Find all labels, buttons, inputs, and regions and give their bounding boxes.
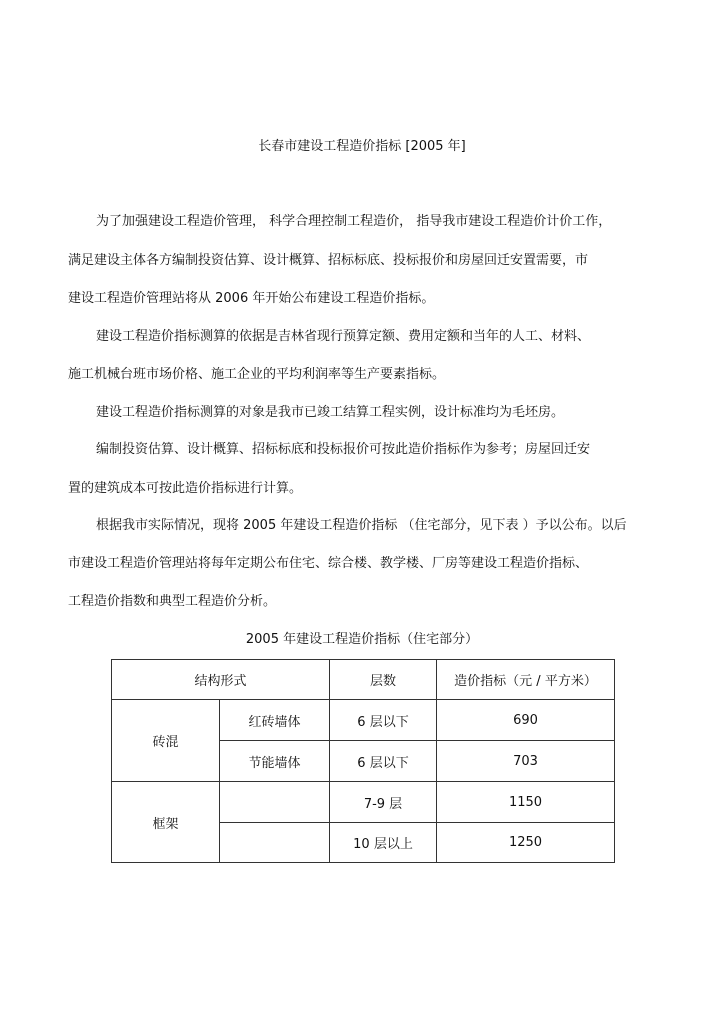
index-value-cell: 1250 xyxy=(437,823,615,863)
paragraph-1-line-1: 为了加强建设工程造价管理， 科学合理控制工程造价， 指导我市建设工程造价计价工作， xyxy=(96,214,612,229)
table-row xyxy=(112,700,615,741)
paragraph-5-line-2: 市建设工程造价管理站将每年定期公布住宅、综合楼、教学楼、厂房等建设工程造价指标、 xyxy=(68,556,589,571)
header-floors: 层数 xyxy=(330,660,437,700)
floors-cell: 6 层以下 xyxy=(330,700,437,741)
index-value-cell: 703 xyxy=(437,741,615,782)
wall-type-cell: 红砖墙体 xyxy=(220,700,330,741)
index-value-cell: 690 xyxy=(437,700,615,741)
paragraph-2-line-2: 施工机械台班市场价格、施工企业的平均利润率等生产要素指标。 xyxy=(68,367,446,382)
group-name-brick-concrete: 砖混 xyxy=(112,700,220,782)
paragraph-5-line-1: 根据我市实际情况，现将 2005 年建设工程造价指标 （住宅部分，见下表 ）予以公布。以后 xyxy=(96,518,627,533)
index-value-cell: 1150 xyxy=(437,782,615,823)
floors-cell: 7-9 层 xyxy=(330,782,437,823)
floors-cell: 10 层以上 xyxy=(330,823,437,863)
group-name-frame: 框架 xyxy=(112,782,220,863)
wall-type-cell: 节能墙体 xyxy=(220,741,330,782)
table-header-row xyxy=(112,660,615,700)
paragraph-4-line-2: 置的建筑成本可按此造价指标进行计算。 xyxy=(68,481,303,496)
paragraph-4-line-1: 编制投资估算、设计概算、招标标底和投标报价可按此造价指标作为参考；房屋回迁安 xyxy=(96,442,591,457)
wall-type-cell xyxy=(220,782,330,823)
table-title: 2005 年建设工程造价指标（住宅部分） xyxy=(245,632,479,647)
paragraph-5-line-3: 工程造价指数和典型工程造价分析。 xyxy=(68,594,277,609)
cost-index-table xyxy=(111,659,615,863)
table-row xyxy=(112,782,615,823)
wall-type-cell xyxy=(220,823,330,863)
paragraph-2-line-1: 建设工程造价指标测算的依据是吉林省现行预算定额、费用定额和当年的人工、材料、 xyxy=(96,329,591,344)
floors-cell: 6 层以下 xyxy=(330,741,437,782)
paragraph-1-line-3: 建设工程造价管理站将从 2006 年开始公布建设工程造价指标。 xyxy=(68,291,435,306)
document-title: 长春市建设工程造价指标 [2005 年] xyxy=(258,139,466,154)
header-structure: 结构形式 xyxy=(112,660,330,700)
paragraph-3-line-1: 建设工程造价指标测算的对象是我市已竣工结算工程实例，设计标准均为毛坯房。 xyxy=(96,405,565,420)
paragraph-1-line-2: 满足建设主体各方编制投资估算、设计概算、招标标底、投标报价和房屋回迁安置需要，市 xyxy=(68,253,589,268)
header-index: 造价指标（元 / 平方米） xyxy=(437,660,615,700)
